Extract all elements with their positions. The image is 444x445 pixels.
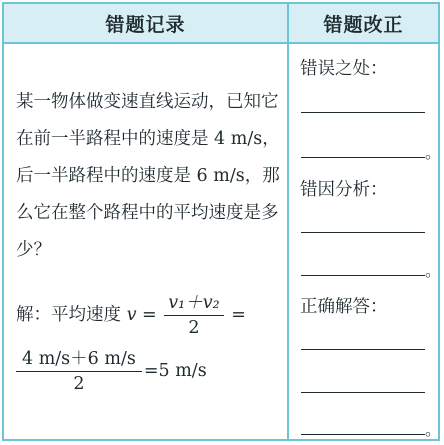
result-numerator: 4 m/s＋6 m/s <box>16 347 142 372</box>
formula-denominator: 2 <box>188 318 200 338</box>
error-location-blank-1[interactable] <box>301 112 425 113</box>
solution-result-line <box>14 347 207 396</box>
result-fraction <box>16 347 142 396</box>
correct-answer-blank-2[interactable] <box>301 392 425 393</box>
header-mistake-correction: 错题改正 <box>323 13 404 36</box>
table-header <box>4 4 438 44</box>
formula-numerator: v₁＋v₂ <box>164 291 223 316</box>
correct-answer-blank-1[interactable] <box>301 349 425 350</box>
error-location-blank-2[interactable] <box>301 157 425 158</box>
error-location-label: 错误之处： <box>300 59 388 79</box>
result-value: =5 m/s <box>143 361 207 381</box>
column-divider <box>287 4 289 439</box>
result-denominator: 2 <box>73 374 85 394</box>
problem-text: 某一物体做变速直线运动，已知它在前一半路程中的速度是 4 m/s，后一半路程中的速度是 6 m/s，那么它在整个路程中的平均速度是多少？ <box>16 92 280 260</box>
formula-fraction <box>164 291 223 340</box>
worksheet-table <box>2 2 440 441</box>
solution-variable: v <box>126 305 137 325</box>
correct-answer-blank-3[interactable] <box>301 434 425 435</box>
error-cause-blank-2[interactable] <box>301 275 425 276</box>
correct-answer-period: 。 <box>425 420 442 439</box>
correct-answer-label: 正确解答： <box>300 297 388 317</box>
solution-equals-2: = <box>231 305 246 325</box>
problem-statement <box>16 84 284 269</box>
error-cause-period: 。 <box>425 261 442 280</box>
error-cause-label: 错因分析： <box>300 180 388 200</box>
error-location-period: 。 <box>425 143 442 162</box>
error-cause-blank-1[interactable] <box>301 232 425 233</box>
header-mistake-record: 错题记录 <box>105 13 186 36</box>
solution-equals: = <box>142 305 157 325</box>
solution-prefix: 解：平均速度 <box>16 305 121 325</box>
solution-formula-line <box>16 291 246 340</box>
